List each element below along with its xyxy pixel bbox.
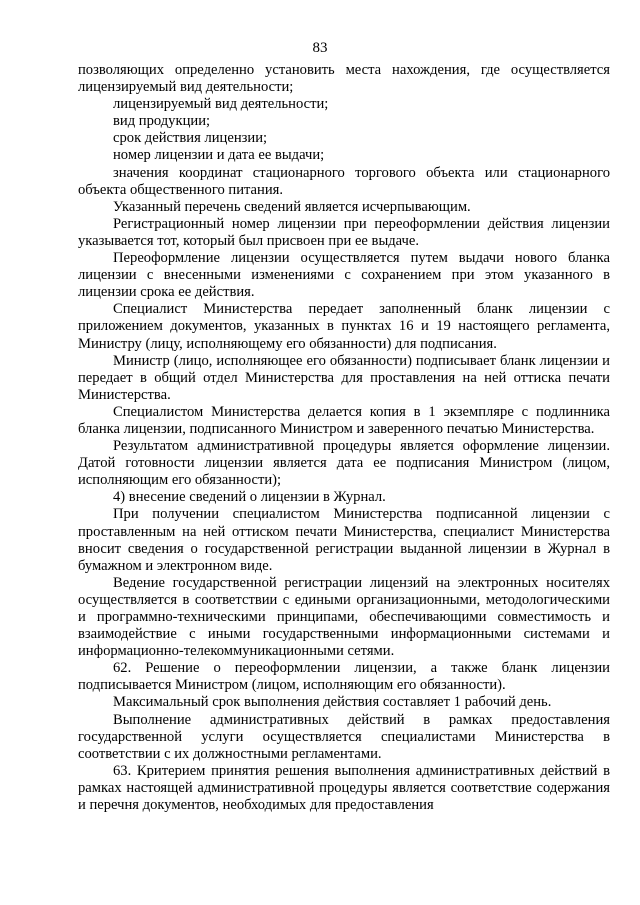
paragraph: Ведение государственной регистрации лицензий на электронных носителях осуществляется в соответствии с едиными организационными, методологическими и программно-техническими принципами, обеспечивающими совместимость и взаимодействие с иными государственными информационными системами и информационно-телекоммуникационными сетями. [78,574,610,660]
paragraph: срок действия лицензии; [113,130,268,147]
paragraph: лицензируемый вид деятельности; [113,96,329,113]
page-number: 83 [312,40,328,56]
paragraph: Министр (лицо, исполняющее его обязанности) подписывает бланк лицензии и передает в общий отдел Министерства для проставления на ней оттиска печати Министерства. [78,352,610,403]
paragraph: Выполнение административных действий в рамках предоставления государственной услуги осуществляется специалистами Министерства в соответствии с их должностными регламентами. [78,711,610,762]
paragraph: номер лицензии и дата ее выдачи; [113,147,325,164]
paragraph: Переоформление лицензии осуществляется путем выдачи нового бланка лицензии с внесенными изменениями с сохранением при этом указанного в лицензии срока ее действия. [78,250,610,301]
paragraph: значения координат стационарного торгового объекта или стационарного объекта общественного питания. [78,164,610,198]
paragraph: При получении специалистом Министерства подписанной лицензии с проставленным на ней оттиском печати Министерства, специалист Министерства вносит сведения о государственной регистрации выданной лицензии в Журнал в бумажном и электронном виде. [78,506,610,574]
paragraph: 4) внесение сведений о лицензии в Журнал. [113,489,386,506]
paragraph: позволяющих определенно установить места нахождения, где осуществляется лицензируемый вид деятельности; [78,62,610,96]
paragraph: Указанный перечень сведений является исчерпывающим. [113,198,471,215]
paragraph: 63. Критерием принятия решения выполнения административных действий в рамках настоящей административной процедуры является соответствие содержания и перечня документов, необходимых для предоставления [78,762,610,814]
paragraph: Специалист Министерства передает заполненный бланк лицензии с приложением документов, указанных в пунктах 16 и 19 настоящего регламента, Министру (лицу, исполняющему его обязанности) для подписания. [78,301,610,352]
paragraph: Результатом административной процедуры является оформление лицензии. Датой готовности лицензии является дата ее подписания Министром (лицом, исполняющим его обязанности); [78,438,610,489]
paragraph: вид продукции; [113,113,211,130]
document-body [78,62,610,814]
paragraph: Регистрационный номер лицензии при переоформлении действия лицензии указывается тот, который был присвоен при ее выдаче. [78,215,610,249]
paragraph: 62. Решение о переоформлении лицензии, а также бланк лицензии подписывается Министром (лицом, исполняющим его обязанности). [78,660,610,694]
paragraph: Специалистом Министерства делается копия в 1 экземпляре с подлинника бланка лицензии, подписанного Министром и заверенного печатью Министерства. [78,403,610,437]
paragraph: Максимальный срок выполнения действия составляет 1 рабочий день. [113,694,552,711]
